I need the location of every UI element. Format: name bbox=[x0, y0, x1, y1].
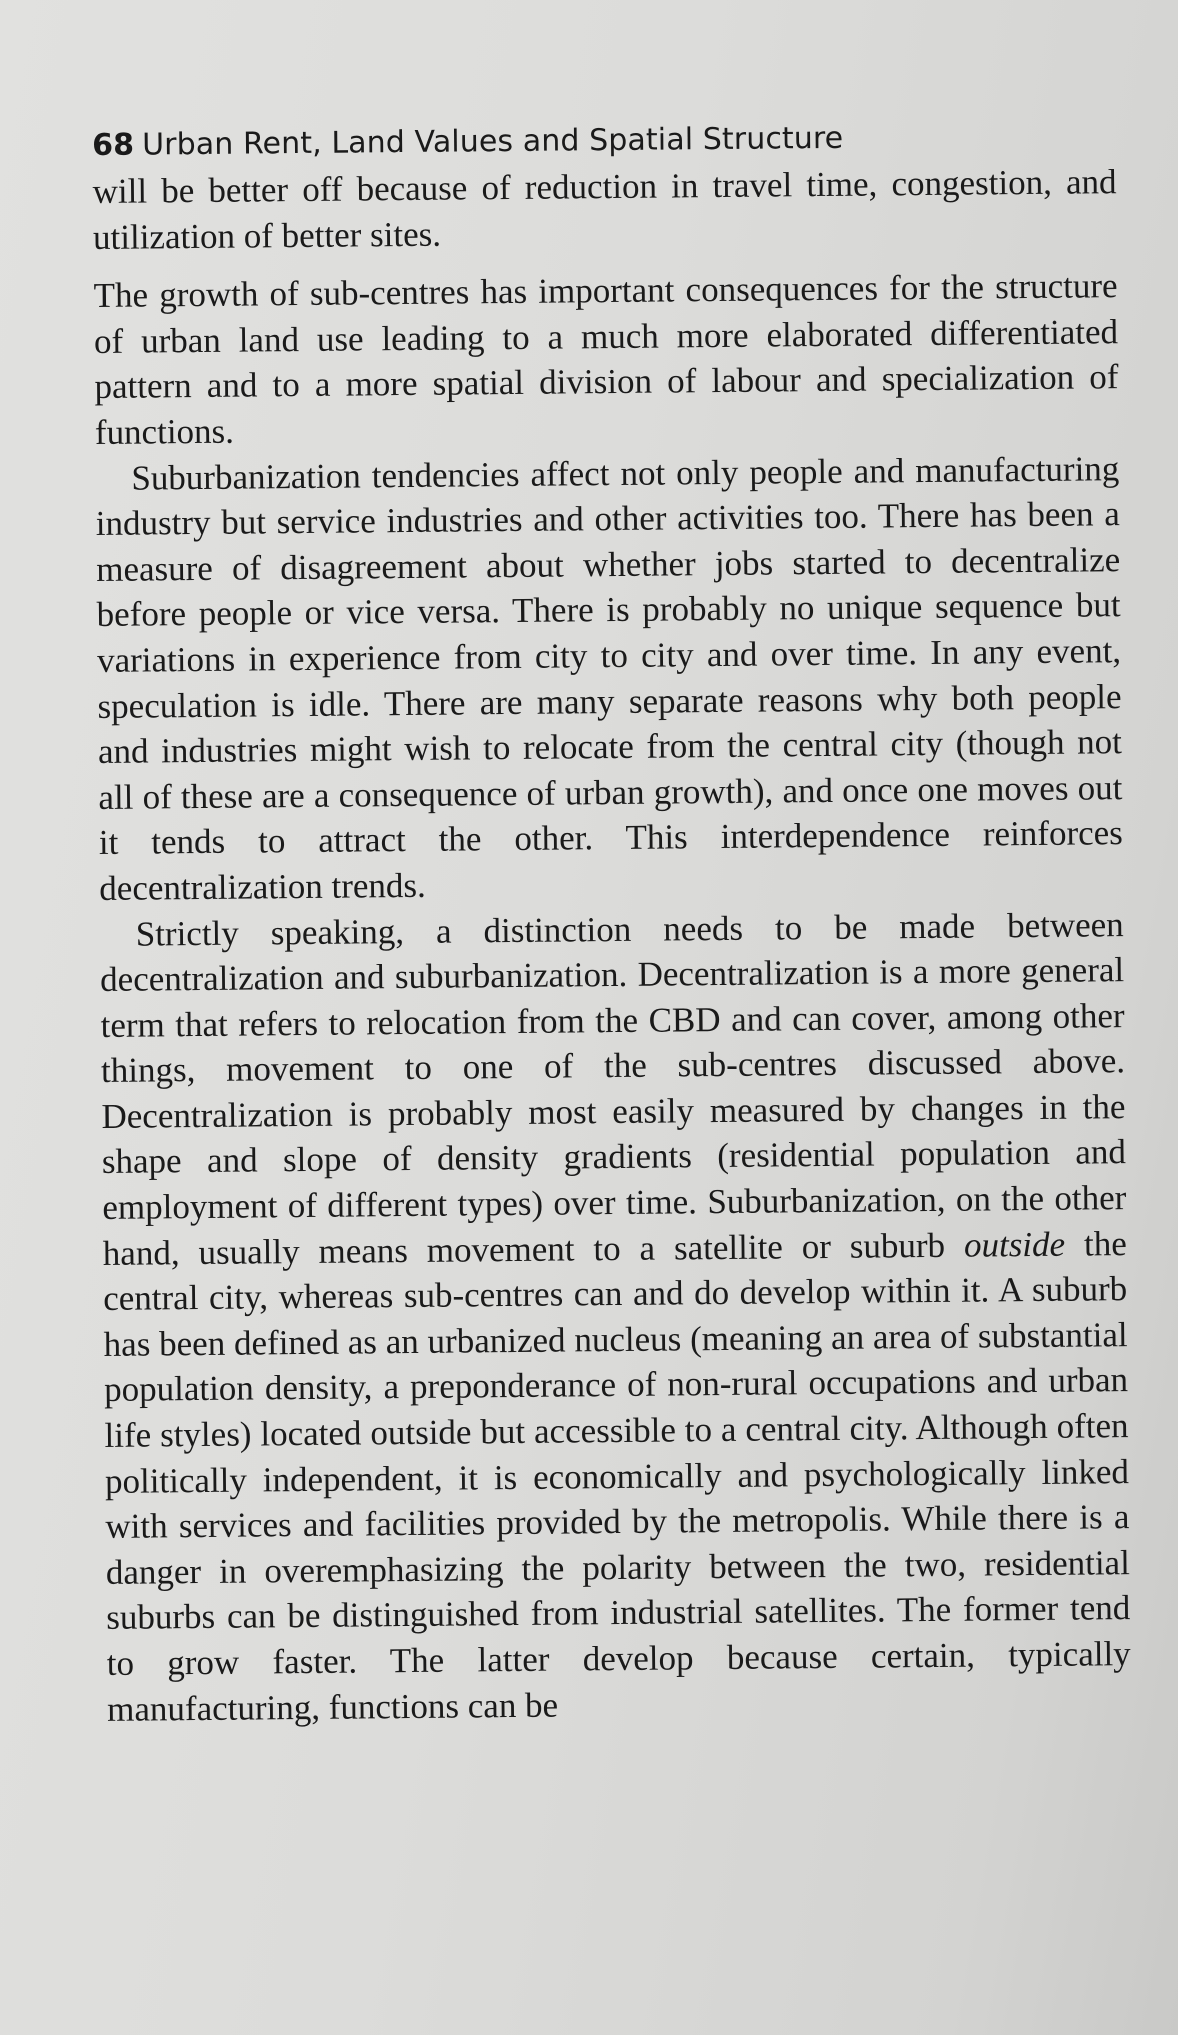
paragraph-text-before: Strictly speaking, a distinction needs to be made between decentralization and suburbanization. Decentralization is a more general term that refers to relocation from the CBD and can cover, among other things, movement to one of the sub-centres discussed above. Decentralization is probably most easily measured by changes in the shape and slope of density gradients (residential population and employment of different types) over time. Suburbanization, on the other hand, usually means movement to a satellite or suburb bbox=[99, 904, 1127, 1273]
paragraph-text-after: the central city, whereas sub-centres can and do develop within it. A suburb has been defined as an urbanized nucleus (meaning an area of substantial population density, a preponderance of non-rural occupations and urban life styles) located outside but accessible to a central city. Although often politically independent, it is economically and psychologically linked with services and facilities provided by the metropolis. While there is a danger in overemphasizing the polarity between the two, residential suburbs can be distinguished from industrial satellites. The former tend to grow faster. The latter develop because certain, typically manufacturing, functions can be bbox=[103, 1223, 1131, 1729]
paragraph-sub-centres: The growth of sub-centres has important consequences for the structure of urban land use leading to a much more elaborated differentiated pattern and to a more spatial division of labour and specialization of functions. bbox=[93, 266, 1119, 452]
paragraph-continuation: will be better off because of reduction in travel time, congestion, and utilization of better sites. bbox=[92, 162, 1117, 257]
page-number: 68 bbox=[92, 127, 135, 163]
emphasis-outside: outside bbox=[963, 1224, 1066, 1265]
paragraph-decentralization-distinction bbox=[100, 902, 1132, 1732]
running-title: Urban Rent, Land Values and Spatial Structure bbox=[141, 120, 844, 163]
running-head bbox=[92, 118, 1116, 163]
page-content bbox=[92, 118, 1131, 1732]
paragraph-suburbanization-tendencies: Suburbanization tendencies affect not only people and manufacturing industry but service industries and other activities too. There has been a measure of disagreement about whether jobs started to decentralize before people or vice versa. There is probably no unique sequence but variations in experience from city to city and over time. In any event, speculation is idle. There are many separate reasons why both people and industries might wish to relocate from the central city (though not all of these are a consequence of urban growth), and once one moves out it tends to attract the other. This interdependence reinforces decentralization trends. bbox=[95, 448, 1124, 908]
